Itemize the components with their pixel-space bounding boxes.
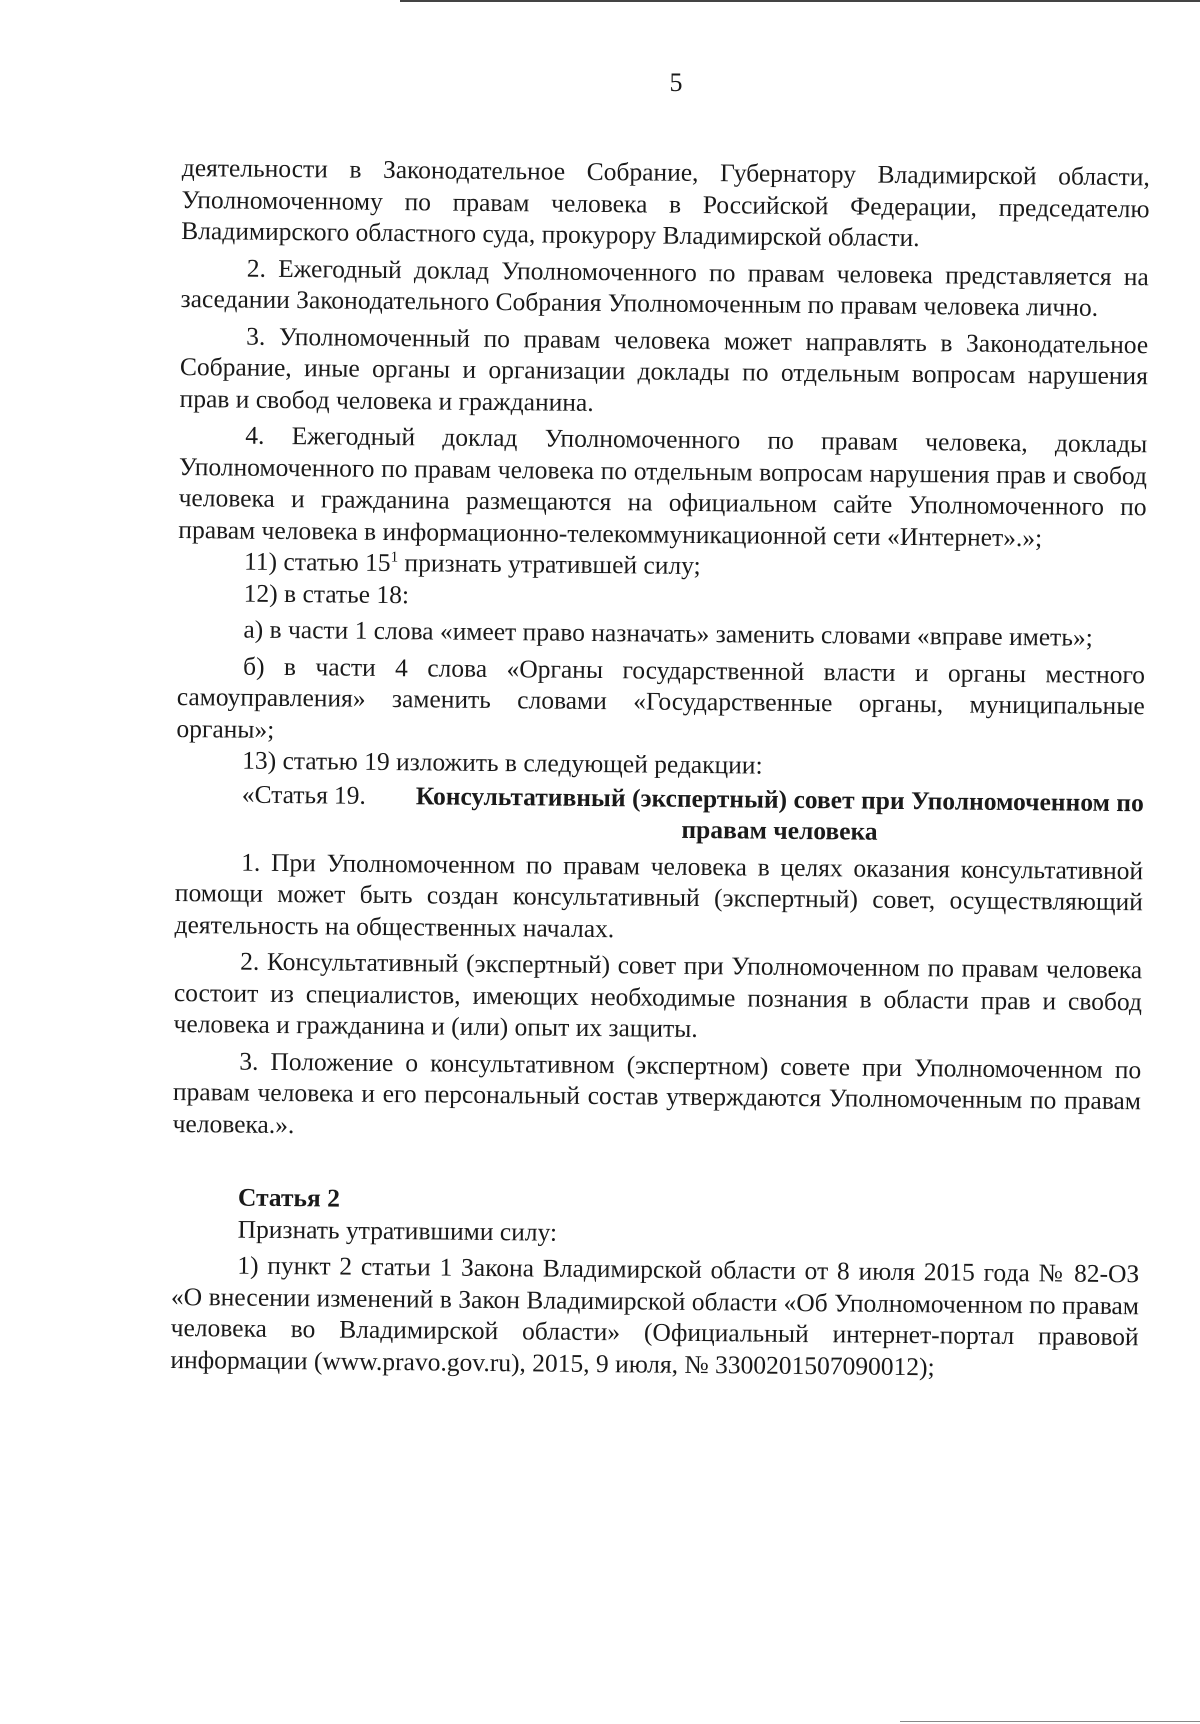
article-2-heading: Статья 2: [237, 1182, 341, 1213]
article-number: 19.: [333, 779, 366, 810]
paragraph-item-4: 4. Ежегодный доклад Уполномоченного по правам человека, доклады Уполномоченного по правам человека по отдельным вопросам нарушения прав и свобод человека и гражданина размещаются на официальном сайте Уполномоченного по правам человека в информационно-телекоммуникационной сети «Интернет».»;: [178, 420, 1148, 552]
article-19-label: [175, 777, 416, 842]
paragraph-amendment-12: 12) в статье 18:: [243, 578, 410, 609]
paragraph-article19-1: 1. При Уполномоченном по правам человека в целях оказания консультативной помощи может быть создан консультативный (экспертный) совет, осуществляющий деятельность на общественных началах.: [174, 847, 1144, 943]
paragraph-continuation: деятельности в Законодательное Собрание, Губернатору Владимирской области, Уполномоченному по правам человека в Российской Федерации, председателю Владимирского областного суда, прокурору Владимирской области.: [181, 152, 1150, 253]
paragraph-amendment-13: 13) статью 19 изложить в следующей редакции:: [242, 745, 763, 780]
paragraph-item-2: 2. Ежегодный доклад Уполномоченного по правам человека представляется на заседании Законодательного Собрания Уполномоченным по правам человека лично.: [180, 253, 1149, 322]
article-word: «Статья: [241, 779, 329, 809]
article-19-heading: [175, 777, 1144, 849]
paragraph-amendment-12a: а) в части 1 слова «имеет право назначать» заменить словами «вправе иметь»;: [243, 614, 1093, 652]
paragraph-article19-2: 2. Консультативный (экспертный) совет при Уполномоченном по правам человека состоит из специалистов, имеющих необходимые познания в области прав и свобод человека и гражданина и (или) опыт их защиты.: [173, 946, 1143, 1043]
amendment-11-text: 11) статью 15: [243, 546, 391, 578]
paragraph-amendment-12b: б) в части 4 слова «Органы государственной власти и органы местного самоуправления» заменить словами «Государственные органы, муниципальные органы»;: [176, 651, 1146, 744]
page-number: 5: [669, 68, 683, 97]
article-19-title: Консультативный (экспертный) совет при Уполномоченном по правам человека: [415, 780, 1144, 846]
paragraph-article2-item1: 1) пункт 2 статьи 1 Закона Владимирской области от 8 июля 2015 года № 82-ОЗ «О внесении изменений в Закон Владимирской области «Об Уполномоченном по правам человека во Владимирской области» (Официальный интернет-портал правовой информации (www.pravo.gov.ru), 2015, 9 июля, № 3300201507090012);: [170, 1250, 1140, 1381]
top-edge-line: [400, 0, 1200, 2]
superscript-index: 1: [390, 549, 399, 566]
paragraph-article19-3: 3. Положение о консультативном (экспертном) совете при Уполномоченном по правам человека и его персональный состав утверждаются Уполномоченным по правам человека.».: [172, 1046, 1142, 1139]
bottom-edge-line: [900, 1721, 1200, 1722]
document-body: [170, 152, 1150, 1384]
paragraph-item-3: 3. Уполномоченный по правам человека может направлять в Законодательное Собрание, иные органы и организации доклады по отдельным вопросам нарушения прав и свобод человека и гражданина.: [179, 321, 1149, 417]
amendment-11-tail: признать утратившей силу;: [397, 548, 701, 580]
paragraph-article2-intro: Признать утратившими силу:: [237, 1214, 558, 1247]
